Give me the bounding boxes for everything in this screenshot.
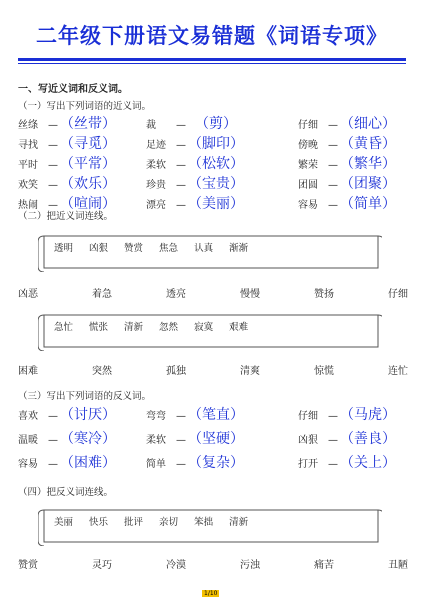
dash: — bbox=[48, 411, 58, 422]
word: 凶狠 bbox=[298, 435, 318, 446]
dash: — bbox=[176, 200, 186, 211]
part1-heading: （一）写出下列词语的近义词。 bbox=[18, 101, 152, 112]
answer: （欢乐） bbox=[60, 176, 116, 192]
scroll-word: 急忙 bbox=[54, 322, 74, 333]
match-word: 透亮 bbox=[166, 289, 186, 300]
match-word: 冷漠 bbox=[166, 560, 186, 571]
scroll-word: 清新 bbox=[124, 322, 144, 333]
dash: — bbox=[48, 140, 58, 151]
word: 打开 bbox=[298, 459, 318, 470]
section-heading: 一、写近义词和反义词。 bbox=[18, 84, 128, 95]
scroll-word: 笨拙 bbox=[194, 517, 214, 528]
title-rule bbox=[18, 58, 406, 61]
dash: — bbox=[48, 200, 58, 211]
match-word: 清爽 bbox=[240, 366, 260, 377]
answer: （寻觅） bbox=[60, 136, 116, 152]
word: 容易 bbox=[18, 459, 38, 470]
word-pair bbox=[146, 133, 244, 153]
word-pair bbox=[146, 113, 244, 133]
title-rule-thin bbox=[18, 63, 406, 64]
word-pair bbox=[18, 193, 116, 213]
scroll-word: 赞赏 bbox=[124, 243, 144, 254]
word-pair bbox=[298, 428, 396, 448]
answer: （善良） bbox=[340, 431, 396, 447]
match-word: 凶恶 bbox=[18, 289, 38, 300]
match-row-1 bbox=[18, 285, 408, 300]
word-pair bbox=[146, 428, 244, 448]
word-pair bbox=[18, 428, 116, 448]
scroll-word: 透明 bbox=[54, 243, 74, 254]
answer: （松软） bbox=[188, 156, 244, 172]
scroll-word: 认真 bbox=[194, 243, 214, 254]
word-pair bbox=[298, 133, 396, 153]
word-pair bbox=[146, 173, 244, 193]
scroll-word: 快乐 bbox=[89, 517, 109, 528]
scroll-word: 忽然 bbox=[159, 322, 179, 333]
dash: — bbox=[328, 160, 338, 171]
word: 傍晚 bbox=[298, 140, 318, 151]
answer: （喧闹） bbox=[60, 196, 116, 212]
word: 仔细 bbox=[298, 120, 318, 131]
word-pair bbox=[298, 113, 396, 133]
match-word: 赞扬 bbox=[314, 289, 334, 300]
word: 柔软 bbox=[146, 435, 166, 446]
scroll-word: 美丽 bbox=[54, 517, 74, 528]
scroll-word: 清新 bbox=[229, 517, 249, 528]
answer: （宝贵） bbox=[188, 176, 244, 192]
answer: （寒冷） bbox=[60, 431, 116, 447]
dash: — bbox=[48, 120, 58, 131]
scroll-word: 凶狠 bbox=[89, 243, 109, 254]
word-pair bbox=[18, 153, 116, 173]
answer: （细心） bbox=[340, 116, 396, 132]
dash: — bbox=[176, 160, 186, 171]
word-pair bbox=[298, 153, 396, 173]
dash: — bbox=[328, 140, 338, 151]
word-scroll-2 bbox=[38, 311, 382, 341]
word-pair bbox=[146, 193, 244, 213]
dash: — bbox=[48, 459, 58, 470]
dash: — bbox=[328, 180, 338, 191]
word: 平时 bbox=[18, 160, 38, 171]
dash: — bbox=[176, 459, 186, 470]
word: 丝绦 bbox=[18, 120, 38, 131]
scroll-word: 渐渐 bbox=[229, 243, 249, 254]
match-word: 孤独 bbox=[166, 366, 186, 377]
word-pair bbox=[18, 173, 116, 193]
match-word: 痛苦 bbox=[314, 560, 334, 571]
word: 喜欢 bbox=[18, 411, 38, 422]
scroll-word: 慌张 bbox=[89, 322, 109, 333]
answer: （剪） bbox=[195, 116, 237, 132]
scroll-word: 寂寞 bbox=[194, 322, 214, 333]
dash: — bbox=[48, 180, 58, 191]
match-row-3 bbox=[18, 556, 408, 571]
word-pair bbox=[146, 153, 244, 173]
word: 热闹 bbox=[18, 200, 38, 211]
dash: — bbox=[176, 180, 186, 191]
answer: （关上） bbox=[340, 455, 396, 471]
word-scroll-3 bbox=[38, 506, 382, 536]
word: 弯弯 bbox=[146, 411, 166, 422]
dash: — bbox=[176, 435, 186, 446]
dash: — bbox=[176, 140, 186, 151]
answer: （简单） bbox=[340, 196, 396, 212]
word-pair bbox=[298, 193, 396, 213]
word-pair bbox=[298, 173, 396, 193]
scroll-word: 批评 bbox=[124, 517, 144, 528]
word: 寻找 bbox=[18, 140, 38, 151]
part4-heading: （四）把反义词连线。 bbox=[18, 487, 114, 498]
word: 温暖 bbox=[18, 435, 38, 446]
word: 欢笑 bbox=[18, 180, 38, 191]
page-title: 二年级下册语文易错题《词语专项》 bbox=[36, 24, 388, 48]
scroll-word: 焦急 bbox=[159, 243, 179, 254]
scroll-word: 艰难 bbox=[229, 322, 249, 333]
word: 珍贵 bbox=[146, 180, 166, 191]
part2-heading: （二）把近义词连线。 bbox=[18, 211, 114, 222]
answer: （繁华） bbox=[340, 156, 396, 172]
answer: （坚硬） bbox=[188, 431, 244, 447]
word-pair bbox=[298, 404, 396, 424]
answer: （笔直） bbox=[188, 407, 244, 423]
word-pair bbox=[18, 113, 116, 133]
part3-heading: （三）写出下列词语的反义词。 bbox=[18, 391, 152, 402]
match-word: 惊慌 bbox=[314, 366, 334, 377]
dash: — bbox=[48, 435, 58, 446]
word-pair bbox=[146, 452, 244, 472]
word-pair bbox=[18, 404, 116, 424]
match-word: 赞赏 bbox=[18, 560, 38, 571]
word: 漂亮 bbox=[146, 200, 166, 211]
answer: （马虎） bbox=[340, 407, 396, 423]
page-number: 1/10 bbox=[204, 590, 218, 597]
dash: — bbox=[176, 411, 186, 422]
dash: — bbox=[328, 200, 338, 211]
answer: （讨厌） bbox=[60, 407, 116, 423]
word: 柔软 bbox=[146, 160, 166, 171]
dash: — bbox=[328, 120, 338, 131]
match-word: 丑陋 bbox=[388, 560, 408, 571]
word-scroll-1 bbox=[38, 232, 382, 262]
word: 繁荣 bbox=[298, 160, 318, 171]
answer: （复杂） bbox=[188, 455, 244, 471]
match-word: 慢慢 bbox=[240, 289, 260, 300]
dash: — bbox=[48, 160, 58, 171]
word: 仔细 bbox=[298, 411, 318, 422]
word-pair bbox=[146, 404, 244, 424]
word-pair bbox=[18, 133, 116, 153]
match-word: 困难 bbox=[18, 366, 38, 377]
match-word: 仔细 bbox=[388, 289, 408, 300]
match-row-2 bbox=[18, 362, 408, 377]
answer: （黄昏） bbox=[340, 136, 396, 152]
dash: — bbox=[328, 459, 338, 470]
answer: （脚印） bbox=[188, 136, 244, 152]
match-word: 突然 bbox=[92, 366, 112, 377]
match-word: 着急 bbox=[92, 289, 112, 300]
answer: （美丽） bbox=[188, 196, 244, 212]
word: 容易 bbox=[298, 200, 318, 211]
scroll-word: 亲切 bbox=[159, 517, 179, 528]
dash: — bbox=[328, 411, 338, 422]
match-word: 连忙 bbox=[388, 366, 408, 377]
answer: （困难） bbox=[60, 455, 116, 471]
word: 足迹 bbox=[146, 140, 166, 151]
word-pair bbox=[18, 452, 116, 472]
match-word: 污浊 bbox=[240, 560, 260, 571]
word: 裁 bbox=[146, 120, 156, 131]
word: 团圆 bbox=[298, 180, 318, 191]
answer: （丝带） bbox=[60, 116, 116, 132]
dash: — bbox=[328, 435, 338, 446]
answer: （平常） bbox=[60, 156, 116, 172]
word-pair bbox=[298, 452, 396, 472]
match-word: 灵巧 bbox=[92, 560, 112, 571]
dash: — bbox=[176, 120, 186, 131]
answer: （团聚） bbox=[340, 176, 396, 192]
word: 简单 bbox=[146, 459, 166, 470]
